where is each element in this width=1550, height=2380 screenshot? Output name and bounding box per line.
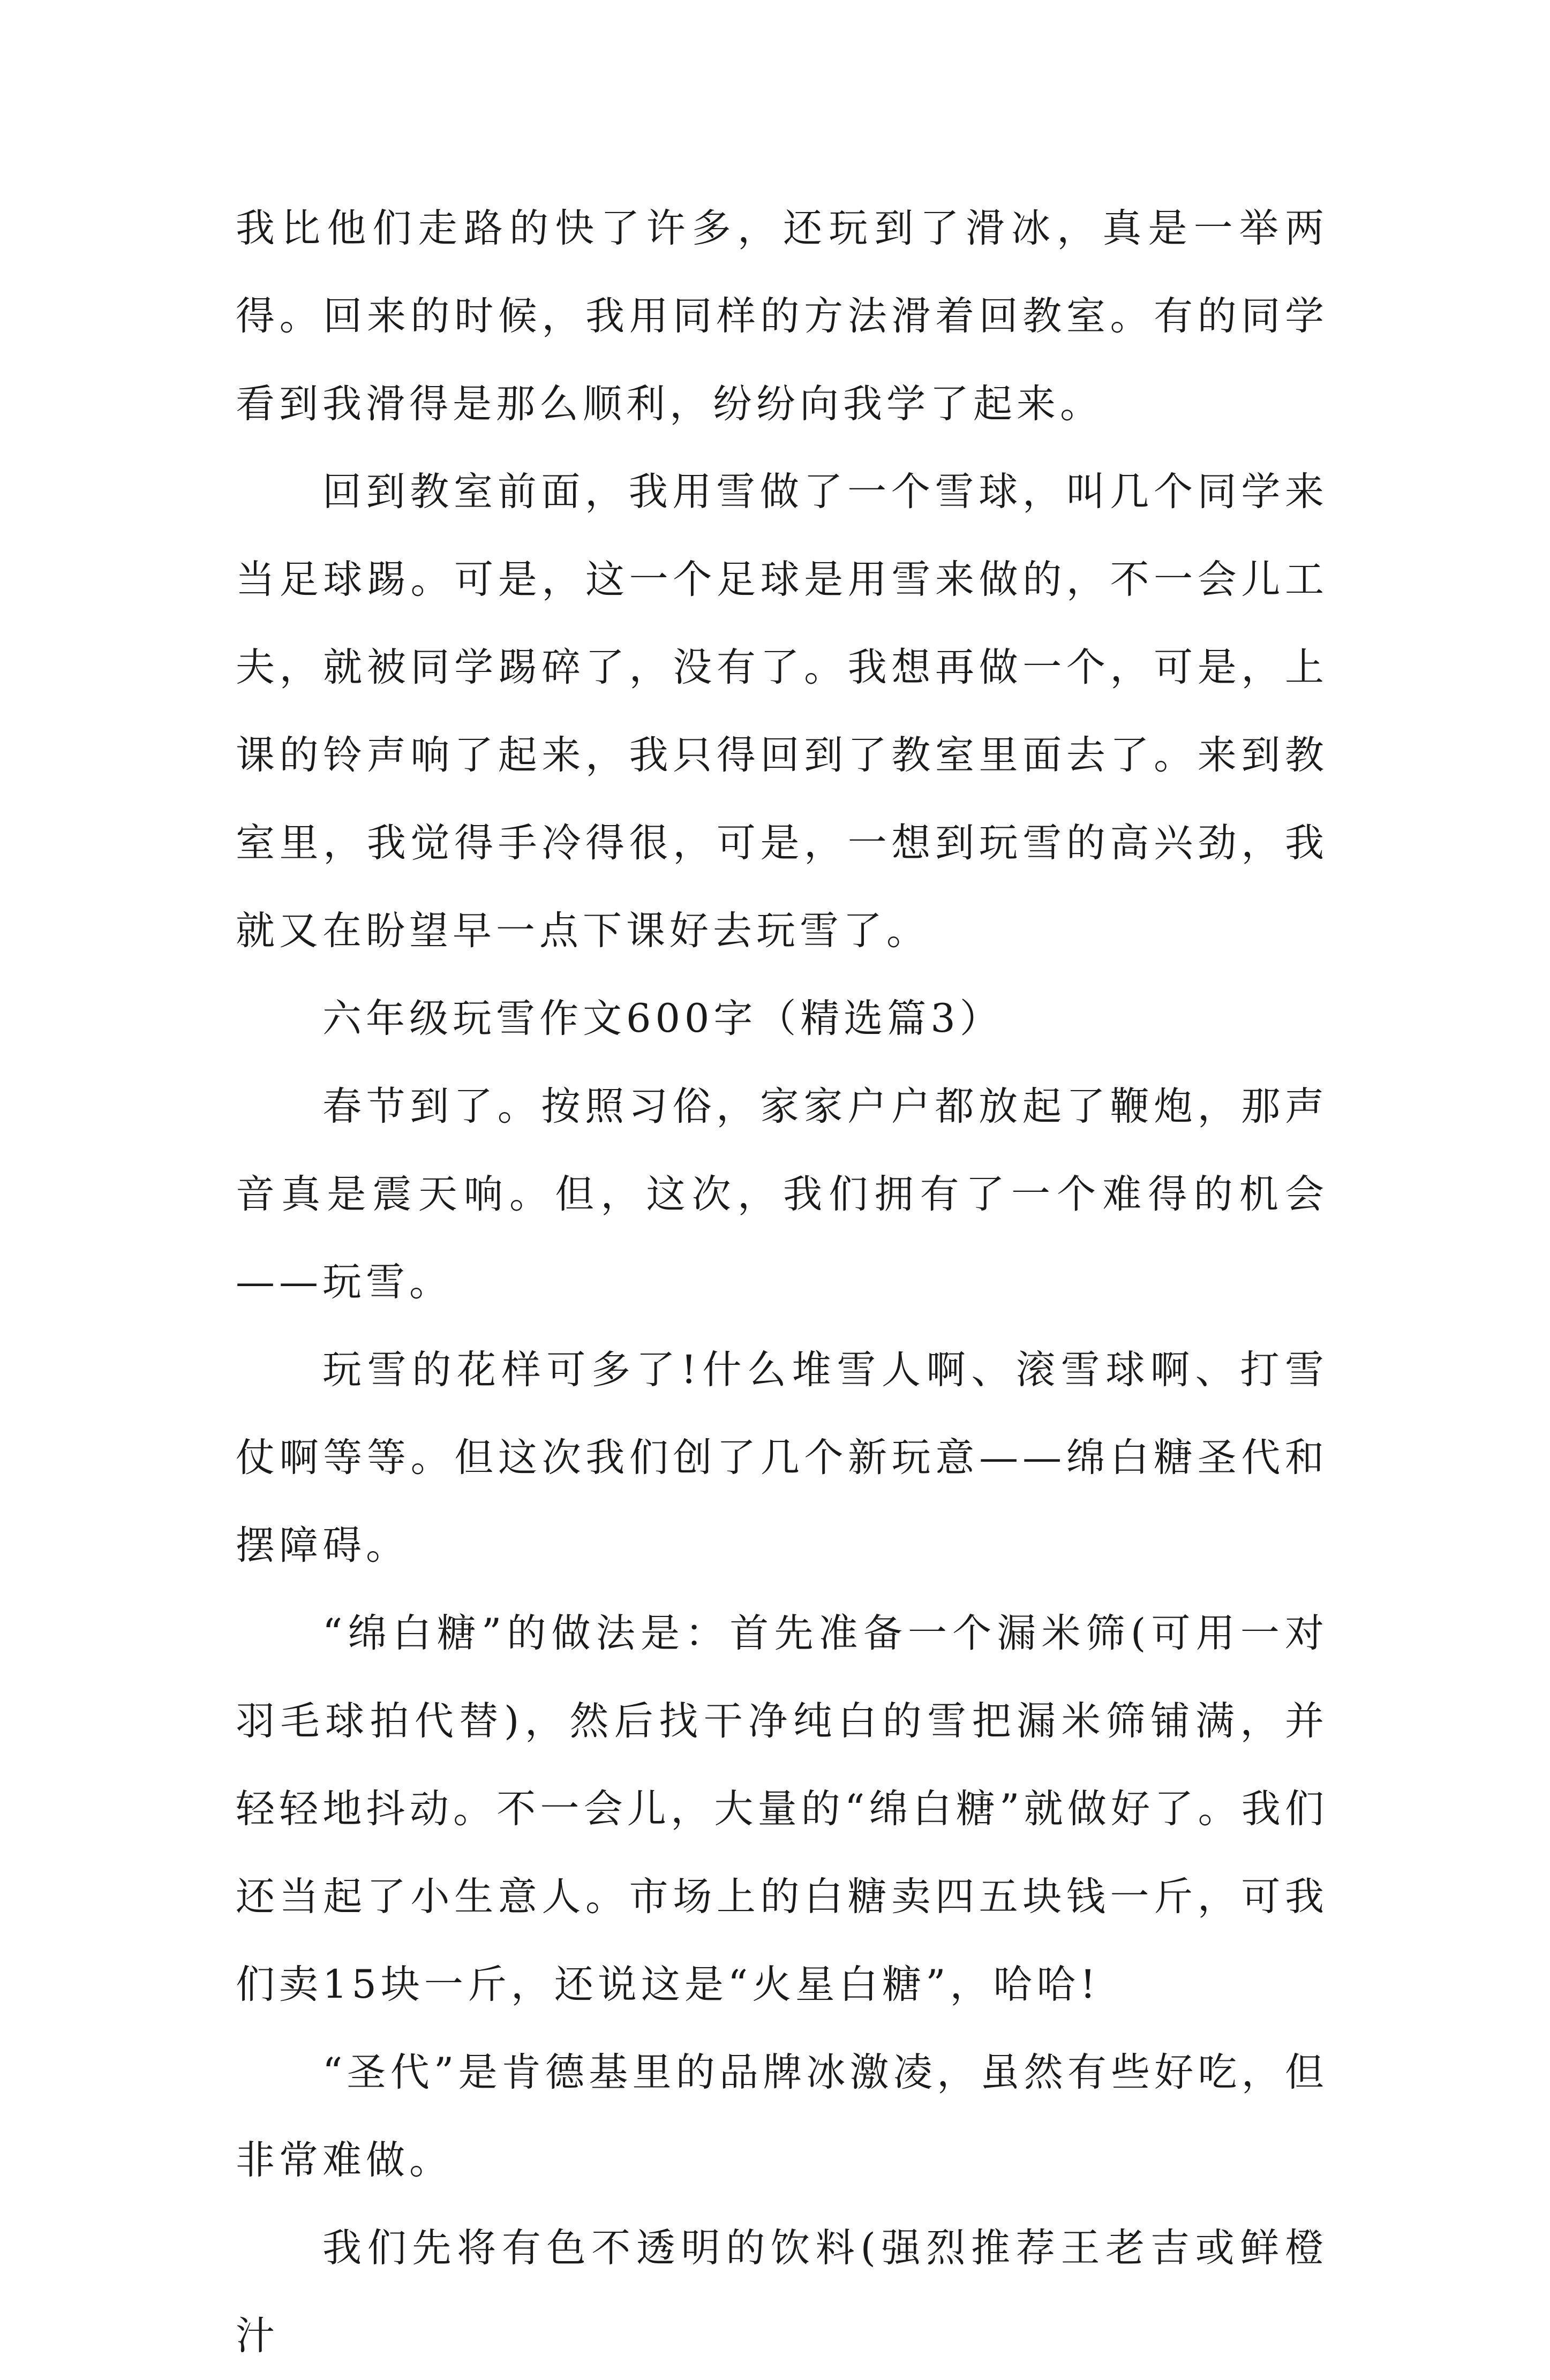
paragraph-cotton-sugar: “绵白糖”的做法是：首先准备一个漏米筛(可用一对羽毛球拍代替)，然后找干净纯白的雪把漏米筛铺满，并轻轻地抖动。不一会儿，大量的“绵白糖”就做好了。我们还当起了小生意人。市场上的白糖卖四五块钱一斤，可我们卖15块一斤，还说这是“火星白糖”，哈哈! [236,1611,1328,2007]
paragraph-snowball-football: 回到教室前面，我用雪做了一个雪球，叫几个同学来当足球踢。可是，这一个足球是用雪来做的，不一会儿工夫，就被同学踢碎了，没有了。我想再做一个，可是，上课的铃声响了起来，我只得回到了教室里面去了。来到教室里，我觉得手冷得很，可是，一想到玩雪的高兴劲，我就又在盼望早一点下课好去玩雪了。 [236,469,1328,954]
paragraph-continuation: 我比他们走路的快了许多，还玩到了滑冰，真是一举两得。回来的时候，我用同样的方法滑着回教室。有的同学看到我滑得是那么顺利，纷纷向我学了起来。 [236,206,1328,427]
paragraph-drink: 我们先将有色不透明的饮料(强烈推荐王老吉或鲜橙汁 [236,2225,1328,2359]
paragraph-snow-games: 玩雪的花样可多了!什么堆雪人啊、滚雪球啊、打雪仗啊等等。但这次我们创了几个新玩意——绵白糖圣代和摆障碍。 [236,1347,1328,1568]
section-heading: 六年级玩雪作文600字（精选篇3） [322,996,1003,1041]
article-body [236,185,1328,2380]
paragraph-sundae: “圣代”是肯德基里的品牌冰激凌，虽然有些好吃，但非常难做。 [236,2050,1328,2183]
paragraph-spring-festival: 春节到了。按照习俗，家家户户都放起了鞭炮，那声音真是震天响。但，这次，我们拥有了一个难得的机会——玩雪。 [236,1084,1328,1305]
